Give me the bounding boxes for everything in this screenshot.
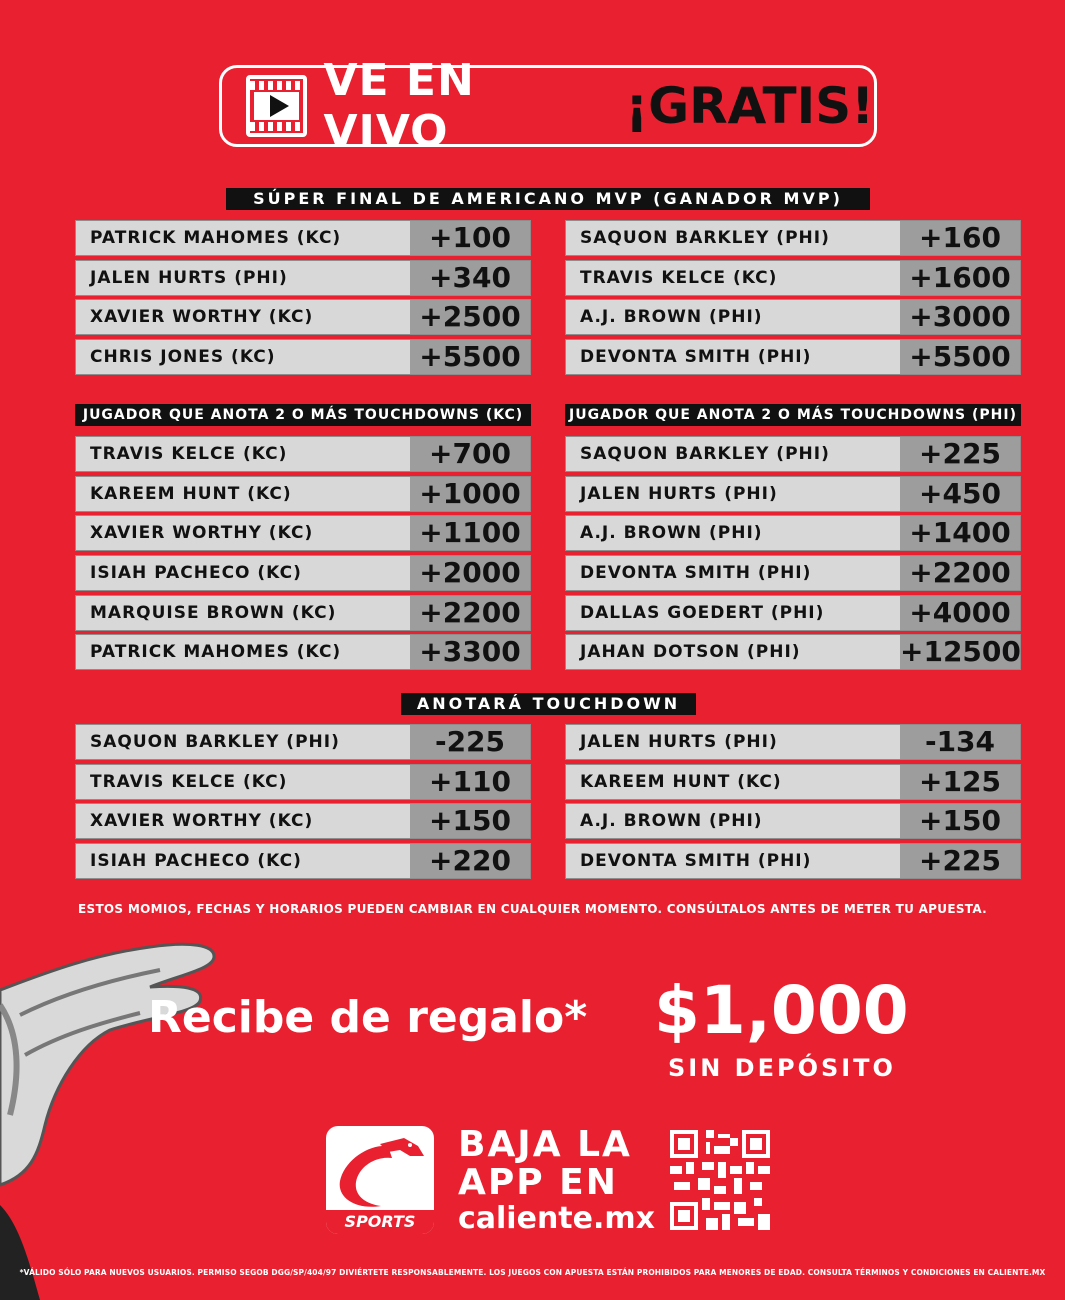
odds-value[interactable]: +2200 bbox=[410, 596, 530, 630]
odds-row[interactable] bbox=[75, 260, 531, 296]
odds-row[interactable] bbox=[75, 220, 531, 256]
anytime-left-column bbox=[75, 724, 531, 883]
logo-label: SPORTS bbox=[326, 1210, 434, 1234]
banner-highlight: ¡GRATIS! bbox=[625, 77, 874, 135]
odds-row[interactable] bbox=[565, 220, 1021, 256]
odds-value[interactable]: +125 bbox=[900, 765, 1020, 799]
film-play-icon bbox=[246, 75, 307, 137]
odds-value[interactable]: +220 bbox=[410, 844, 530, 878]
odds-disclaimer: ESTOS MOMIOS, FECHAS Y HORARIOS PUEDEN CAMBIAR EN CUALQUIER MOMENTO. CONSÚLTALOS ANTES DE METER TU APUESTA. bbox=[78, 902, 987, 916]
player-name: A.J. BROWN (PHI) bbox=[566, 804, 900, 838]
odds-row[interactable] bbox=[565, 436, 1021, 472]
player-name: PATRICK MAHOMES (KC) bbox=[76, 635, 410, 669]
player-name: XAVIER WORTHY (KC) bbox=[76, 804, 410, 838]
qr-code-icon[interactable] bbox=[670, 1130, 770, 1230]
odds-value[interactable]: +2200 bbox=[900, 556, 1020, 590]
player-name: PATRICK MAHOMES (KC) bbox=[76, 221, 410, 255]
horse-logo-icon bbox=[326, 1126, 434, 1212]
odds-row[interactable] bbox=[565, 843, 1021, 879]
odds-value[interactable]: +2500 bbox=[410, 300, 530, 334]
odds-value[interactable]: +3300 bbox=[410, 635, 530, 669]
odds-value[interactable]: +5500 bbox=[900, 340, 1020, 374]
odds-value[interactable]: -134 bbox=[900, 725, 1020, 759]
odds-value[interactable]: +1000 bbox=[410, 477, 530, 511]
section-title-td2-phi: JUGADOR QUE ANOTA 2 O MÁS TOUCHDOWNS (PHI) bbox=[565, 404, 1021, 426]
odds-value[interactable]: +2000 bbox=[410, 556, 530, 590]
odds-value[interactable]: +160 bbox=[900, 221, 1020, 255]
player-name: A.J. BROWN (PHI) bbox=[566, 516, 900, 550]
odds-row[interactable] bbox=[75, 764, 531, 800]
player-name: SAQUON BARKLEY (PHI) bbox=[566, 221, 900, 255]
cta-url: caliente.mx bbox=[458, 1201, 655, 1236]
odds-value[interactable]: +12500 bbox=[900, 635, 1021, 669]
player-name: SAQUON BARKLEY (PHI) bbox=[566, 437, 900, 471]
player-name: XAVIER WORTHY (KC) bbox=[76, 516, 410, 550]
td2-kc-column bbox=[75, 436, 531, 674]
legal-disclaimer: *VÁLIDO SÓLO PARA NUEVOS USUARIOS. PERMISO SEGOB DGG/SP/404/97 DIVIÉRTETE RESPONSABLEMENTE. LOS JUEGOS CON APUESTA ESTÁN PROHIBIDOS PARA MENORES DE EDAD. CONSULTA TÉRMINOS Y CONDICIONES EN CALIENTE.MX bbox=[19, 1268, 1046, 1277]
player-name: JAHAN DOTSON (PHI) bbox=[566, 635, 900, 669]
odds-row[interactable] bbox=[75, 595, 531, 631]
odds-row[interactable] bbox=[565, 515, 1021, 551]
player-name: SAQUON BARKLEY (PHI) bbox=[76, 725, 410, 759]
odds-row[interactable] bbox=[75, 476, 531, 512]
odds-value[interactable]: +100 bbox=[410, 221, 530, 255]
player-name: ISIAH PACHECO (KC) bbox=[76, 556, 410, 590]
odds-row[interactable] bbox=[75, 515, 531, 551]
player-name: TRAVIS KELCE (KC) bbox=[566, 261, 900, 295]
player-name: KAREEM HUNT (KC) bbox=[76, 477, 410, 511]
odds-row[interactable] bbox=[75, 724, 531, 760]
live-stream-banner[interactable] bbox=[219, 55, 877, 157]
odds-row[interactable] bbox=[565, 260, 1021, 296]
caliente-sports-logo[interactable] bbox=[326, 1126, 434, 1234]
player-name: JALEN HURTS (PHI) bbox=[566, 477, 900, 511]
player-name: MARQUISE BROWN (KC) bbox=[76, 596, 410, 630]
player-name: TRAVIS KELCE (KC) bbox=[76, 437, 410, 471]
odds-value[interactable]: +1600 bbox=[900, 261, 1020, 295]
player-name: DEVONTA SMITH (PHI) bbox=[566, 340, 900, 374]
anytime-right-column bbox=[565, 724, 1021, 883]
player-name: CHRIS JONES (KC) bbox=[76, 340, 410, 374]
odds-value[interactable]: +340 bbox=[410, 261, 530, 295]
odds-row[interactable] bbox=[75, 843, 531, 879]
download-app-cta[interactable] bbox=[458, 1126, 655, 1236]
odds-value[interactable]: +5500 bbox=[410, 340, 530, 374]
section-title-mvp: SÚPER FINAL DE AMERICANO MVP (GANADOR MVP) bbox=[226, 188, 870, 210]
odds-row[interactable] bbox=[565, 634, 1021, 670]
promo-amount: $1,000 bbox=[654, 972, 909, 1049]
player-name: DEVONTA SMITH (PHI) bbox=[566, 844, 900, 878]
section-title-td2-kc: JUGADOR QUE ANOTA 2 O MÁS TOUCHDOWNS (KC) bbox=[75, 404, 531, 426]
odds-value[interactable]: +450 bbox=[900, 477, 1020, 511]
odds-value[interactable]: +150 bbox=[900, 804, 1020, 838]
odds-row[interactable] bbox=[565, 476, 1021, 512]
player-name: JALEN HURTS (PHI) bbox=[76, 261, 410, 295]
odds-row[interactable] bbox=[75, 339, 531, 375]
player-name: DEVONTA SMITH (PHI) bbox=[566, 556, 900, 590]
odds-row[interactable] bbox=[565, 595, 1021, 631]
mvp-left-column bbox=[75, 220, 531, 379]
odds-value[interactable]: +3000 bbox=[900, 300, 1020, 334]
odds-row[interactable] bbox=[565, 724, 1021, 760]
odds-value[interactable]: +110 bbox=[410, 765, 530, 799]
odds-row[interactable] bbox=[75, 299, 531, 335]
section-title-anytime: ANOTARÁ TOUCHDOWN bbox=[401, 693, 696, 715]
odds-row[interactable] bbox=[565, 299, 1021, 335]
football-glove-icon bbox=[0, 935, 230, 1300]
td2-phi-column bbox=[565, 436, 1021, 674]
odds-value[interactable]: +4000 bbox=[900, 596, 1020, 630]
odds-row[interactable] bbox=[75, 436, 531, 472]
cta-line-1: BAJA LA bbox=[458, 1124, 632, 1165]
odds-row[interactable] bbox=[565, 339, 1021, 375]
promo-sub: SIN DEPÓSITO bbox=[668, 1054, 896, 1082]
player-name: KAREEM HUNT (KC) bbox=[566, 765, 900, 799]
odds-value[interactable]: +150 bbox=[410, 804, 530, 838]
odds-value[interactable]: +225 bbox=[900, 844, 1020, 878]
player-name: TRAVIS KELCE (KC) bbox=[76, 765, 410, 799]
cta-line-2: APP EN bbox=[458, 1162, 618, 1203]
odds-row[interactable] bbox=[75, 555, 531, 591]
odds-row[interactable] bbox=[75, 634, 531, 670]
player-name: ISIAH PACHECO (KC) bbox=[76, 844, 410, 878]
player-name: XAVIER WORTHY (KC) bbox=[76, 300, 410, 334]
promo-line: Recibe de regalo* bbox=[148, 992, 588, 1043]
odds-value[interactable]: +225 bbox=[900, 437, 1020, 471]
odds-row[interactable] bbox=[565, 764, 1021, 800]
odds-value[interactable]: -225 bbox=[410, 725, 530, 759]
banner-text: VE EN VIVO bbox=[323, 55, 475, 157]
player-name: JALEN HURTS (PHI) bbox=[566, 725, 900, 759]
odds-row[interactable] bbox=[75, 803, 531, 839]
odds-row[interactable] bbox=[565, 555, 1021, 591]
odds-value[interactable]: +1400 bbox=[900, 516, 1020, 550]
odds-row[interactable] bbox=[565, 803, 1021, 839]
player-name: A.J. BROWN (PHI) bbox=[566, 300, 900, 334]
mvp-right-column bbox=[565, 220, 1021, 379]
player-name: DALLAS GOEDERT (PHI) bbox=[566, 596, 900, 630]
odds-value[interactable]: +1100 bbox=[410, 516, 530, 550]
odds-value[interactable]: +700 bbox=[410, 437, 530, 471]
